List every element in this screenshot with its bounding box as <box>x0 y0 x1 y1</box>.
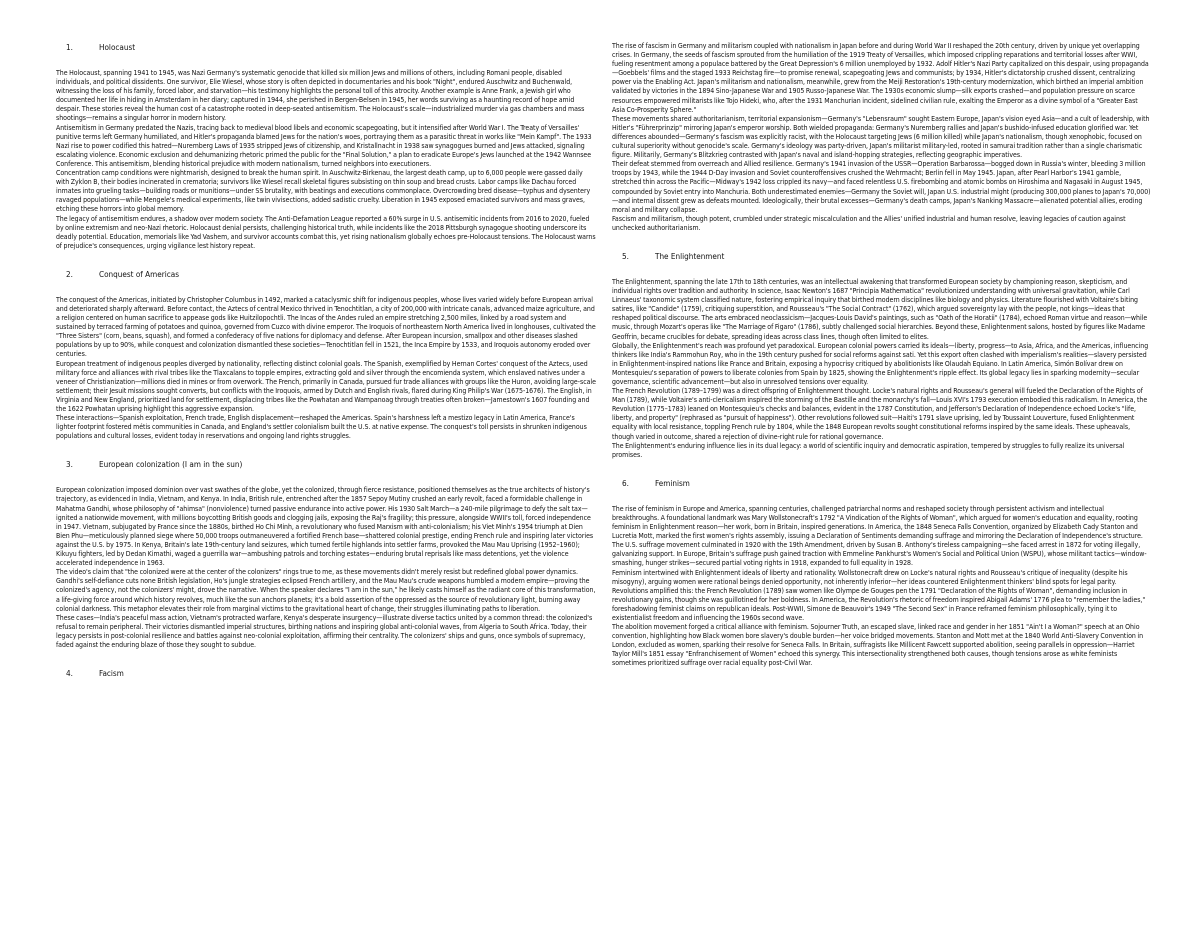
body-paragraph: European colonization imposed dominion over vast swathes of the globe, yet the colonized, through fierce resistance, positioned themselves as the true architects of history's trajectory, as evidenced in India, Vietnam, and Kenya. In India, British rule, entrenched after the 1857 Sepoy Mutiny crushed an early revolt, faced a formidable challenge in Mahatma Gandhi, whose philosophy of "ahimsa" (nonviolence) turned passive endurance into active power. His 1930 Salt March—a 240-mile pilgrimage to defy the salt tax—ignited a nationwide movement, with millions boycotting British goods and clogging jails, exposing the Raj's fragility; this pressure, alongside WWII's toll, forced independence in 1947. Vietnam, subjugated by France since the 1880s, birthed Ho Chi Minh, a revolutionary who fused Marxism with anti-colonialism; his Viet Minh's 1954 triumph at Dien Bien Phu—meticulously planned siege where 50,000 troops outmaneuvered a fortified French base—shattered colonial prestige, ending French rule and inspiring later victories against the U.S. by 1975. In Kenya, Britain's late 19th-century land seizures, which turned fertile highlands into settler farms, provoked the Mau Mau Uprising (1952–1960); Kikuyu fighters, led by Dedan Kimathi, waged a guerrilla war—ambushing patrols and torching estates—enduring brutal reprisals like mass detentions, yet the violence accelerated independence in 1963. <box>56 486 594 568</box>
right-column <box>612 42 1152 924</box>
body-paragraph: The video's claim that "the colonized were at the center of the colonizers" rings true to me, as these movements didn't merely resist but redefined global power dynamics. Gandhi's self-defiance cuts none British legislation, Ho's jungle strategies eclipsed French artillery, and the Mau Mau's crude weapons humbled a modern empire—proving the colonized's agency, not the colonizers' might, drove the narrative. When the speaker declares "I am in the sun," he likely casts himself as the radiant core of this transformation, a life-giving force around which history revolves, much like the sun anchors planets; it's a bold assertion of the oppressed as the source of revolutionary light, burning away colonial darkness. This metaphor elevates their role from marginal victims to the gravitational heart of change, their struggles illuminating paths to liberation. <box>56 568 596 613</box>
body-paragraph: Concentration camp conditions were nightmarish, designed to break the human spirit. In Auschwitz-Birkenau, the largest death camp, up to 6,000 people were gassed daily with Zyklon B, their bodies incinerated in crematoria; survivors like Wiesel recall skeletal figures subsisting on thin soup and bread crusts. Labor camps like Dachau forced inmates into grueling tasks—building roads or munitions—under SS brutality, with beatings and executions commonplace. Overcrowding bred disease—typhus and dysentery ravaged populations—while Mengele's medical experiments, like twin vivisections, added sadistic cruelty. Liberation in 1945 exposed emaciated survivors and mass graves, etching these horrors into global memory. <box>56 169 591 214</box>
section-heading-conquest-of-americas <box>56 269 596 280</box>
body-paragraph: The rise of fascism in Germany and militarism coupled with nationalism in Japan before and during World War II reshaped the 20th century, driven by unique yet overlapping crises. In Germany, the seeds of fascism sprouted from the humiliation of the 1919 Treaty of Versailles, which imposed crippling reparations and territorial losses after WWI, fueling resentment among a populace battered by the Great Depression's 6 million unemployed by 1932. Adolf Hitler's Nazi Party capitalized on this despair, using propaganda—Goebbels' films and the staged 1933 Reichstag fire—to promise renewal, scapegoating Jews and communists; by 1934, Hitler's dictatorship crushed dissent, centralizing power via the Enabling Act. Japan's militarism and nationalism, meanwhile, grew from the Meiji Restoration's 19th-century modernization, which birthed an imperial ambition validated by victories in the 1894 Sino-Japanese War and 1905 Russo-Japanese War. The 1930s economic slump—silk exports crashed—and population pressure on scarce resources empowered militarists like Tojo Hideki, who, after the 1931 Manchurian incident, sidelined civilian rule, exalting the Emperor as a divine symbol of a "Greater East Asia Co-Prosperity Sphere." <box>612 42 1149 114</box>
body-paragraph: The Enlightenment, spanning the late 17th to 18th centuries, was an intellectual awakening that transformed European society by championing reason, skepticism, and individual rights over tradition and authority. In science, Isaac Newton's 1687 "Principia Mathematica" revolutionized understanding with universal gravitation, while Carl Linnaeus' taxonomic system classified nature, fostering empirical inquiry that birthed modern disciplines like biology and physics. Literature flourished with Voltaire's biting satires, like "Candide" (1759), critiquing superstition, and Rousseau's "The Social Contract" (1762), which argued sovereignty lay with the people, not kings—ideas that reshaped political discourse. The arts embraced neoclassicism—Jacques-Louis David's paintings, such as "Oath of the Horatii" (1784), echoed Roman virtue and reason—while music, through Mozart's operas like "The Marriage of Figaro" (1786), subtly challenged social hierarchies. Beyond these, Enlightenment salons, hosted by figures like Madame Geoffrin, became crucibles for debate, spreading ideas across class lines, though often limited to elites. <box>612 277 1148 341</box>
section-number: 4. <box>66 668 73 679</box>
section-number: 2. <box>66 268 73 279</box>
body-paragraph: The rise of feminism in Europe and America, spanning centuries, challenged patriarchal norms and reshaped society through persistent activism and intellectual breakthroughs. A foundational landmark was Mary Wollstonecraft's 1792 "A Vindication of the Rights of Woman", which argued for women's education and equality, rooting feminism in Enlightenment reason—her work, born in Britain, inspired generations. In America, the 1848 Seneca Falls Convention, organized by Elizabeth Cady Stanton and Lucretia Mott, marked the first women's rights assembly, issuing a Declaration of Sentiments demanding suffrage and mirroring the Declaration of Independence's structure. The U.S. suffrage movement culminated in 1920 with the 19th Amendment, driven by Susan B. Anthony's tireless campaigning—she faced arrest in 1872 for voting illegally, galvanizing support. In Europe, Britain's suffrage push gained traction with Emmeline Pankhurst's Women's Social and Political Union (WSPU), whose militant tactics—window-smashing, hunger strikes—secured partial voting rights in 1918, expanded to full equality in 1928. <box>612 504 1147 568</box>
body-paragraph: Antisemitism in Germany predated the Nazis, tracing back to medieval blood libels and economic scapegoating, but it intensified after World War I. The Treaty of Versailles' punitive terms left Germany humiliated, and Hitler's propaganda blamed Jews for the nation's woes, portraying them as a parasitic threat in works like "Mein Kampf". The 1933 Nazi rise to power codified this hatred—Nuremberg Laws of 1935 stripped Jews of citizenship, and Kristallnacht in 1938 saw synagogues burned and Jews attacked, signaling escalating violence. Economic exclusion and dehumanizing rhetoric primed the public for the "Final Solution," a plan to eradicate Europe's Jews launched at the 1942 Wannsee Conference. This antisemitism, blending historical prejudice with modern nationalism, turned neighbors into executioners. <box>56 123 592 168</box>
body-paragraph: These movements shared authoritarianism, territorial expansionism—Germany's "Lebensraum" sought Eastern Europe, Japan's vision eyed Asia—and a cult of leadership, with Hitler's "Führerprinzip" mirroring Japan's emperor worship. Both wielded propaganda: Germany's Nuremberg rallies and Japan's bushido-infused education glorified war. Yet differences abounded—Germany's fascism was explicitly racist, with the Holocaust targeting Jews (6 million killed) while Japan's nationalism, though xenophobic, focused on cultural superiority without genocide's scale. Germany's ideology was party-driven, Japan's militarist military-led, rooted in samurai tradition rather than a single charismatic figure. Militarily, Germany's Blitzkrieg contrasted with Japan's naval and island-hopping strategies, reflecting geographic imperatives. <box>612 114 1150 160</box>
section-title: Feminism <box>655 477 690 488</box>
section-number: 6. <box>622 477 629 488</box>
section-title: Holocaust <box>99 42 136 52</box>
section-heading-european-colonization-i-am-in-the-sun <box>56 459 596 470</box>
section-number: 3. <box>66 459 73 470</box>
section-number: 1. <box>66 42 73 52</box>
body-paragraph: The conquest of the Americas, initiated by Christopher Columbus in 1492, marked a cataclysmic shift for indigenous peoples, whose lives varied widely before European arrival and deteriorated sharply afterward. Before contact, the Aztecs of central Mexico thrived in Tenochtitlan, a city of 200,000 with intricate canals, advanced maize agriculture, and a religion centered on human sacrifice to appease gods like Huitzilopochtli. The Incas of the Andes ruled an empire stretching 2,500 miles, linked by a road system and sustained by terraced farming of potatoes and quinoa, governed from Cuzco with divine emperor. The Iroquois of northeastern North America lived in longhouses, cultivated the "Three Sisters" (corn, beans, squash), and formed a confederacy of five nations for diplomacy and defense. After European incursion, smallpox and other diseases slashed populations by up to 90%, while conquest and colonization dismantled these societies—Tenochtitlan fell in 1521, the Inca Empire by 1533, and Iroquois autonomy eroded over centuries. <box>56 295 596 359</box>
section-number: 5. <box>622 250 629 261</box>
body-paragraph: The legacy of antisemitism endures, a shadow over modern society. The Anti-Defamation League reported a 60% surge in U.S. antisemitic incidents from 2016 to 2020, fueled by online extremism and neo-Nazi rhetoric. Holocaust denial persists, challenging historical truth, while incidents like the 2018 Pittsburgh synagogue shooting underscore its deadly potential. Education, memorials like Yad Vashem, and survivor accounts combat this, yet rising nationalism globally echoes pre-Holocaust tensions. The Holocaust warns of prejudice's consequences, urging vigilance lest history repeat. <box>56 214 596 250</box>
section-heading-holocaust <box>56 42 596 53</box>
body-paragraph: These cases—India's peaceful mass action, Vietnam's protracted warfare, Kenya's desperate insurgency—illustrate diverse tactics united by a common thread: the colonized's refusal to remain peripheral. Their victories dismantled imperial structures, birthing nations and inspiring global anti-colonial waves, from Algeria to South Africa. Today, their legacy persists in post-colonial resilience and battles against neo-colonial exploitation, affirming their centrality. The colonizers' ships and guns, once symbols of supremacy, faded against the enduring blaze of those they sought to subdue. <box>56 613 593 649</box>
body-paragraph: The Holocaust, spanning 1941 to 1945, was Nazi Germany's systematic genocide that killed six million Jews and millions of others, including Romani people, disabled individuals, and political dissidents. One survivor, Elie Wiesel, whose story is often depicted in documentaries and his book "Night", endured Auschwitz and Buchenwald, witnessing the loss of his family, forced labor, and starvation—his testimony highlights the personal toll of this atrocity. Another example is Anne Frank, a Jewish girl who documented her life in hiding in Amsterdam in her diary; captured in 1944, she perished in Bergen-Belsen in 1945, her words surviving as a haunting record of hope amid despair. These stories reveal the human cost of a catastrophe rooted in deep-seated antisemitism. The Holocaust's scale—industrialized murder via gas chambers and mass shootings—remains a singular horror in modern history. <box>56 69 585 123</box>
body-paragraph: Feminism intertwined with Enlightenment ideals of liberty and rationality. Wollstonecraft drew on Locke's natural rights and Rousseau's critique of inequality (despite his misogyny), arguing women were rational beings denied opportunity, not inherently inferior—her ideas countered Enlightenment thinkers' blind spots for legal parity. Revolutions amplified this: the French Revolution (1789) saw women like Olympe de Gouges pen the 1791 "Declaration of the Rights of Woman", demanding inclusion in revolutionary gains, though she was guillotined for her boldness. In America, the Revolution's rhetoric of freedom inspired Abigail Adams' 1776 plea to "remember the ladies," foreshadowing feminist claims on republican ideals. Post-WWII, Simone de Beauvoir's 1949 "The Second Sex" in France reframed feminism philosophically, tying it to existentialist freedom and influencing the 1960s second wave. <box>612 568 1146 622</box>
section-heading-feminism <box>612 478 1152 489</box>
body-paragraph: European treatment of indigenous peoples diverged by nationality, reflecting distinct colonial goals. The Spanish, exemplified by Hernan Cortes' conquest of the Aztecs, used military force and alliances with rival tribes like the Tlaxcalans to topple empires, extracting gold and silver through the encomienda system, which enslaved natives under a veneer of Christianization—millions died in mines or from overwork. The French, primarily in Canada, pursued fur trade alliances with groups like the Huron, avoiding large-scale settlement; their Jesuit missions sought converts, but conflicts with the Iroquois, armed by Dutch and English rivals, flared during King Philip's War (1675-1676). The English, in Virginia and New England, prioritized land for settlement, displacing tribes like the Powhatan and Wampanoag through treaties often broken—Jamestown's 1607 founding and the 1622 Powhatan uprising highlight this aggressive expansion. <box>56 359 596 413</box>
body-paragraph: The abolition movement forged a critical alliance with feminism. Sojourner Truth, an escaped slave, linked race and gender in her 1851 "Ain't I a Woman?" speech at an Ohio convention, highlighting how Black women bore slavery's double burden—her voice bridged movements. Stanton and Mott met at the 1840 World Anti-Slavery Convention in London, excluded as women, sparking their resolve for Seneca Falls. In Britain, suffragists like Millicent Fawcett supported abolition, seeing parallels in oppression—Harriet Taylor Mill's 1851 essay "Enfranchisement of Women" echoed this synergy. This intersectionality strengthened both causes, though tensions arose as white feminists sometimes prioritized suffrage over racial equality post-Civil War. <box>612 623 1144 668</box>
body-paragraph: Globally, the Enlightenment's reach was profound yet paradoxical. European colonial powers carried its ideals—liberty, progress—to Asia, Africa, and the Americas, influencing thinkers like India's Rammohun Roy, who in the 19th century pushed for social reforms against sati. Yet this export often clashed with imperialism's realities—slavery persisted in Enlightenment-inspired nations like France and Britain, exposing a hypocrisy critiqued by abolitionists like Olaudah Equiano. In Latin America, Simón Bolívar drew on Montesquieu's separation of powers to liberate colonies from Spain by 1825, showing the Enlightenment's ripple effect. Its global legacy lies in sparking modernity—secular governance, scientific advancement—but also in unresolved tensions over equality. <box>612 341 1149 386</box>
section-title: Facism <box>99 668 124 679</box>
section-title: Conquest of Americas <box>99 268 179 279</box>
body-paragraph: These interactions—Spanish exploitation, French trade, English displacement—reshaped the Americas. Spain's harshness left a mestizo legacy in Latin America, France's lighter footprint fostered métis communities in Canada, and England's settler colonialism built the U.S. at native expense. The conquest's toll persists in shrunken indigenous populations and cultural losses, evident today in reservations and ongoing land rights struggles. <box>56 414 587 441</box>
section-title: The Enlightenment <box>655 250 725 261</box>
body-paragraph: Fascism and militarism, though potent, crumbled under strategic miscalculation and the Allies' unified industrial and human resolve, leaving legacies of caution against unchecked authoritarianism. <box>612 214 1126 232</box>
section-title: European colonization (I am in the sun) <box>99 459 243 470</box>
left-column <box>56 42 596 924</box>
body-paragraph: The Enlightenment's enduring influence lies in its dual legacy: a world of scientific inquiry and democratic aspiration, tempered by struggles to fully realize its universal promises. <box>612 441 1125 459</box>
section-heading-the-enlightenment <box>612 251 1152 262</box>
body-paragraph: The French Revolution (1789–1799) was a direct offspring of Enlightenment thought. Locke's natural rights and Rousseau's general will fueled the Declaration of the Rights of Man (1789), while Voltaire's anti-clericalism inspired the storming of the Bastille and the monarchy's fall—Louis XVI's 1793 execution embodied this radicalism. In America, the Revolution (1775–1783) leaned on Montesquieu's checks and balances, evident in the 1787 Constitution, and Jefferson's Declaration of Independence echoed Locke's "life, liberty, and property" (rephrased as "pursuit of happiness"). Other revolutions followed suit—Haiti's 1791 slave uprising, led by Toussaint Louverture, fused Enlightenment equality with local resistance, toppling French rule by 1804, while the 1848 European revolts sought constitutional reforms inspired by the same ideals. These upheavals, though varied in outcome, shared a rejection of divine-right rule for rational governance. <box>612 387 1148 441</box>
body-paragraph: Their defeat stemmed from overreach and Allied resilience. Germany's 1941 invasion of the USSR—Operation Barbarossa—bogged down in Russia's winter, bleeding 3 million troops by 1943, while the 1944 D-Day invasion and Soviet counteroffensives crushed the Wehrmacht; Berlin fell in May 1945. Japan, after Pearl Harbor's 1941 gamble, stretched thin across the Pacific—Midway's 1942 loss crippled its navy—and faced relentless U.S. firebombing and atomic bombs on Hiroshima and Nagasaki in August 1945, compounded by Soviet entry into Manchuria. Both underestimated enemies—Germany the Soviet will, Japan U.S. industrial might (producing 300,000 planes to Japan's 70,000)—and internal dissent grew as defeats mounted. Ideologically, their brutal excesses—Germany's death camps, Japan's Nanking Massacre—alienated potential allies, eroding moral and military collapse. <box>612 160 1151 214</box>
section-heading-facism <box>56 668 596 679</box>
